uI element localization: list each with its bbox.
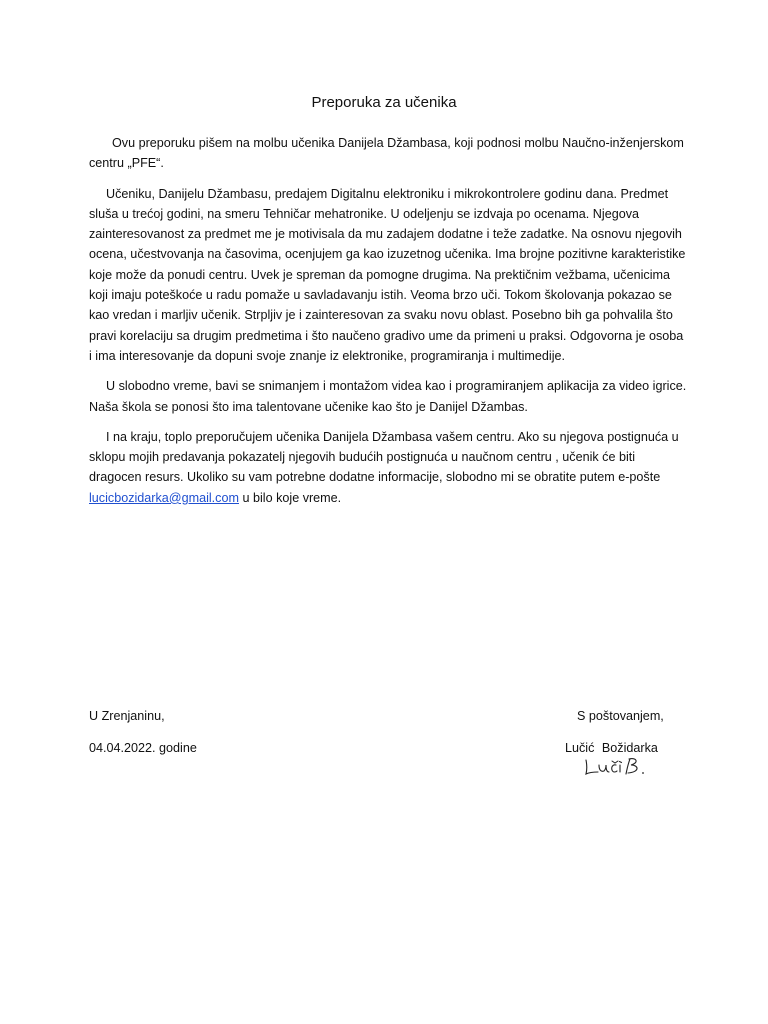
paragraph-conclusion (89, 427, 687, 508)
conclusion-end-text: u bilo koje vreme. (238, 490, 342, 505)
handwritten-signature (582, 752, 648, 782)
paragraph-intro: Ovu preporuku pišem na molbu učenika Danijela Džambasa, koji podnosi molbu Naučno-inženjerskom centru „PFE“. (89, 136, 684, 171)
footer-city: U Zrenjaninu, (89, 709, 165, 723)
conclusion-text: I na kraju, toplo preporučujem učenika Danijela Džambasa vašem centru. Ako su njegova postignuća u sklopu mojih predavanja pokazatelj njegovih budućih postignuća u naučnom centru , učenik će biti dragocen resurs. Ukoliko su vam potrebne dodatne informacije, slobodno mi se obratite putem e-pošte (89, 429, 679, 485)
footer-signatory-name: Lučić Božidarka (565, 741, 658, 755)
paragraph-free-time: U slobodno vreme, bavi se snimanjem i montažom videa kao i programiranjem aplikacija za video igrice. Naša škola se ponosi što ima talentovane učenike kao što je Danijel Džambas. (89, 379, 687, 414)
footer-date: 04.04.2022. godine (89, 741, 197, 755)
letter-body (89, 133, 687, 518)
footer-regards: S poštovanjem, (577, 709, 664, 723)
paragraph-student-description: Učeniku, Danijelu Džambasu, predajem Digitalnu elektroniku i mikrokontrolere godinu dana. Predmet sluša u trećoj godini, na smeru Tehničar mehatronike. U odeljenju se izdvaja po ocenama. Njegova zainteresovanost za predmet me je motivisala da mu zadajem dodatne i teže zadatke. Na osnovu njegovih ocena, učestvovanja na časovima, ocenjujem ga kao izuzetnog učenika. Ima brojne pozitivne karakteristike koje može da ponudi centru. Uvek je spreman da pomogne drugima. Na prektičnim vežbama, učenicima koji imaju poteškoće u radu pomaže u savladavanju istih. Veoma brzo uči. Tokom školovanja pokazao se kao vredan i marljiv učenik. Strpljiv je i zainteresovan za svaku novu oblast. Posebno bih ga pohvalila što pravi korelaciju sa drugim predmetima i što naučeno gradivo ume da primeni u praksi. Odgovorna je osoba i ima interesovanje da dopuni svoje znanje iz elektronike, programiranja i multimedije. (89, 186, 686, 363)
email-link[interactable]: lucicbozidarka@gmail.com (89, 490, 239, 505)
document-title: Preporuka za učenika (311, 94, 457, 111)
